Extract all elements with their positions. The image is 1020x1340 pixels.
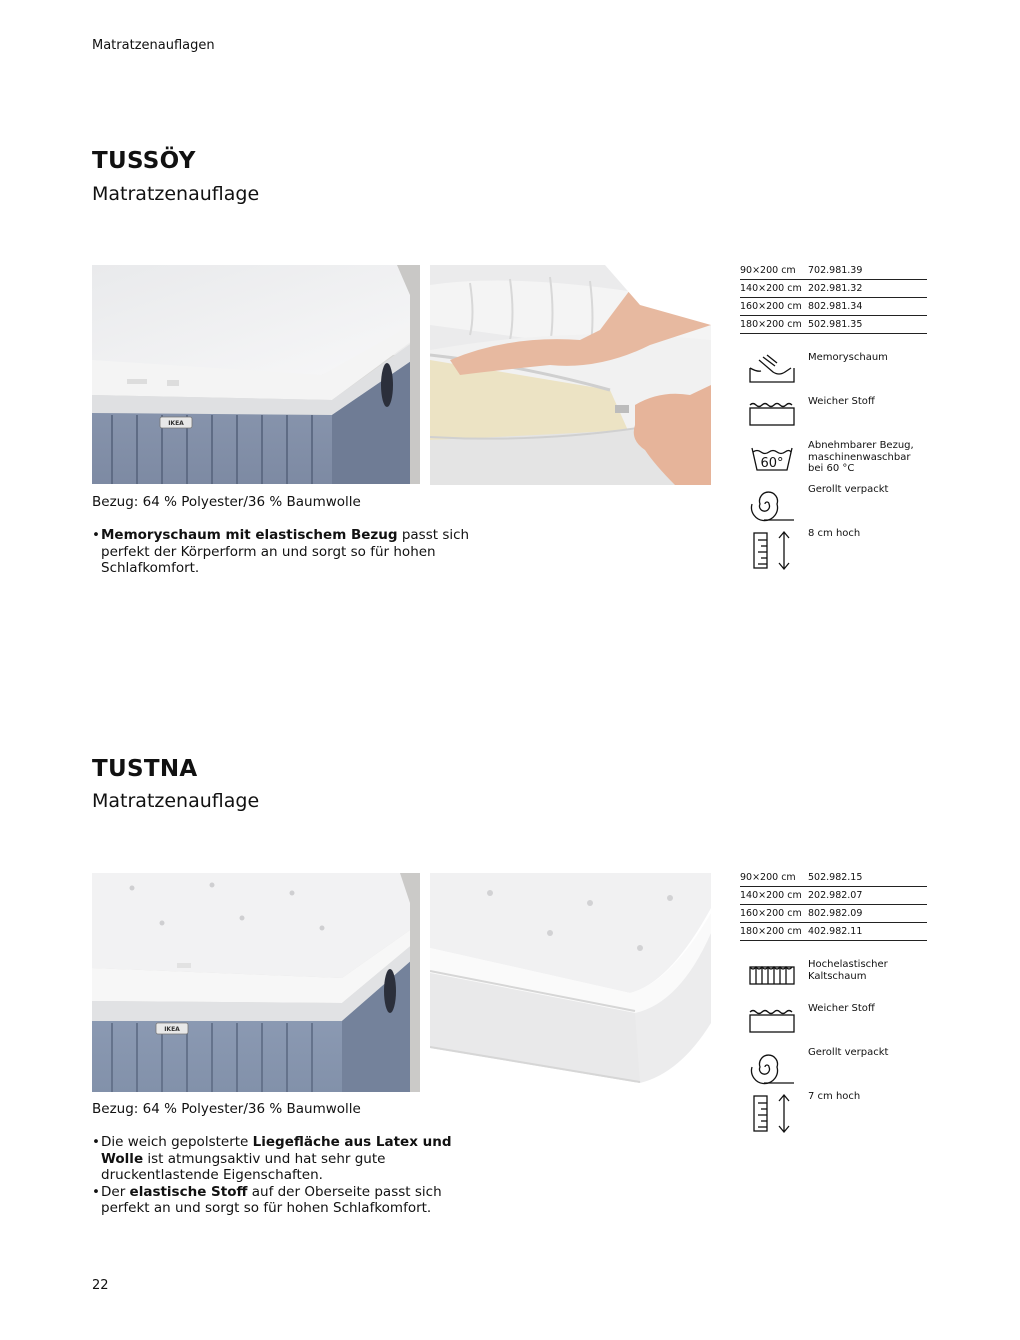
product-photo-on-bed (92, 873, 420, 1092)
variant-row: 160×200 cm 802.981.34 (740, 298, 927, 316)
ikea-label: IKEA (168, 420, 184, 427)
variant-row: 90×200 cm 502.982.15 (740, 869, 927, 887)
cover-material: Bezug: 64 % Polyester/36 % Baumwolle (92, 494, 361, 510)
page-number: 22 (92, 1278, 109, 1293)
wash-60-icon (747, 440, 797, 484)
page-category: Matratzenauflagen (92, 38, 215, 53)
feature-bullets (92, 527, 492, 577)
bullet-item: • Der elastische Stoff auf der Oberseite passt sich perfekt an und sorgt so für hohen Schlafkomfort. (92, 1184, 492, 1217)
rolled-packed-icon (747, 484, 797, 528)
variant-row: 140×200 cm 202.981.32 (740, 280, 927, 298)
variant-table (740, 262, 927, 334)
variant-row: 180×200 cm 502.981.35 (740, 316, 927, 334)
cold-foam-icon (747, 959, 797, 1003)
variant-table (740, 869, 927, 941)
feature-bullets (92, 1134, 492, 1217)
variant-row: 180×200 cm 402.982.11 (740, 923, 927, 941)
product-type: Matratzenauflage (92, 790, 260, 812)
soft-fabric-icon (747, 1003, 797, 1047)
product-title: TUSSÖY (92, 148, 196, 174)
bullet-item: • Memoryschaum mit elastischem Bezug passt sich perfekt der Körperform an und sorgt so für hohen Schlafkomfort. (92, 527, 492, 577)
product-photo-zipper-detail (430, 265, 711, 485)
variant-row: 90×200 cm 702.981.39 (740, 262, 927, 280)
product-photo-topper-detail (430, 873, 711, 1092)
height-icon (747, 528, 797, 572)
height-icon (747, 1091, 797, 1135)
variant-row: 160×200 cm 802.982.09 (740, 905, 927, 923)
cover-material: Bezug: 64 % Polyester/36 % Baumwolle (92, 1101, 361, 1117)
product-photo-on-bed (92, 265, 420, 484)
variant-row: 140×200 cm 202.982.07 (740, 887, 927, 905)
soft-fabric-icon (747, 396, 797, 440)
bullet-item: • Die weich gepolsterte Liegefläche aus Latex und Wolle ist atmungsaktiv und hat sehr gute druckentlastende Eigenschaften. (92, 1134, 492, 1184)
product-type: Matratzenauflage (92, 183, 260, 205)
rolled-packed-icon (747, 1047, 797, 1091)
memory-foam-icon (747, 352, 797, 396)
svg-text:60°: 60° (760, 456, 784, 471)
product-title: TUSTNA (92, 756, 198, 782)
ikea-label: IKEA (164, 1026, 180, 1033)
